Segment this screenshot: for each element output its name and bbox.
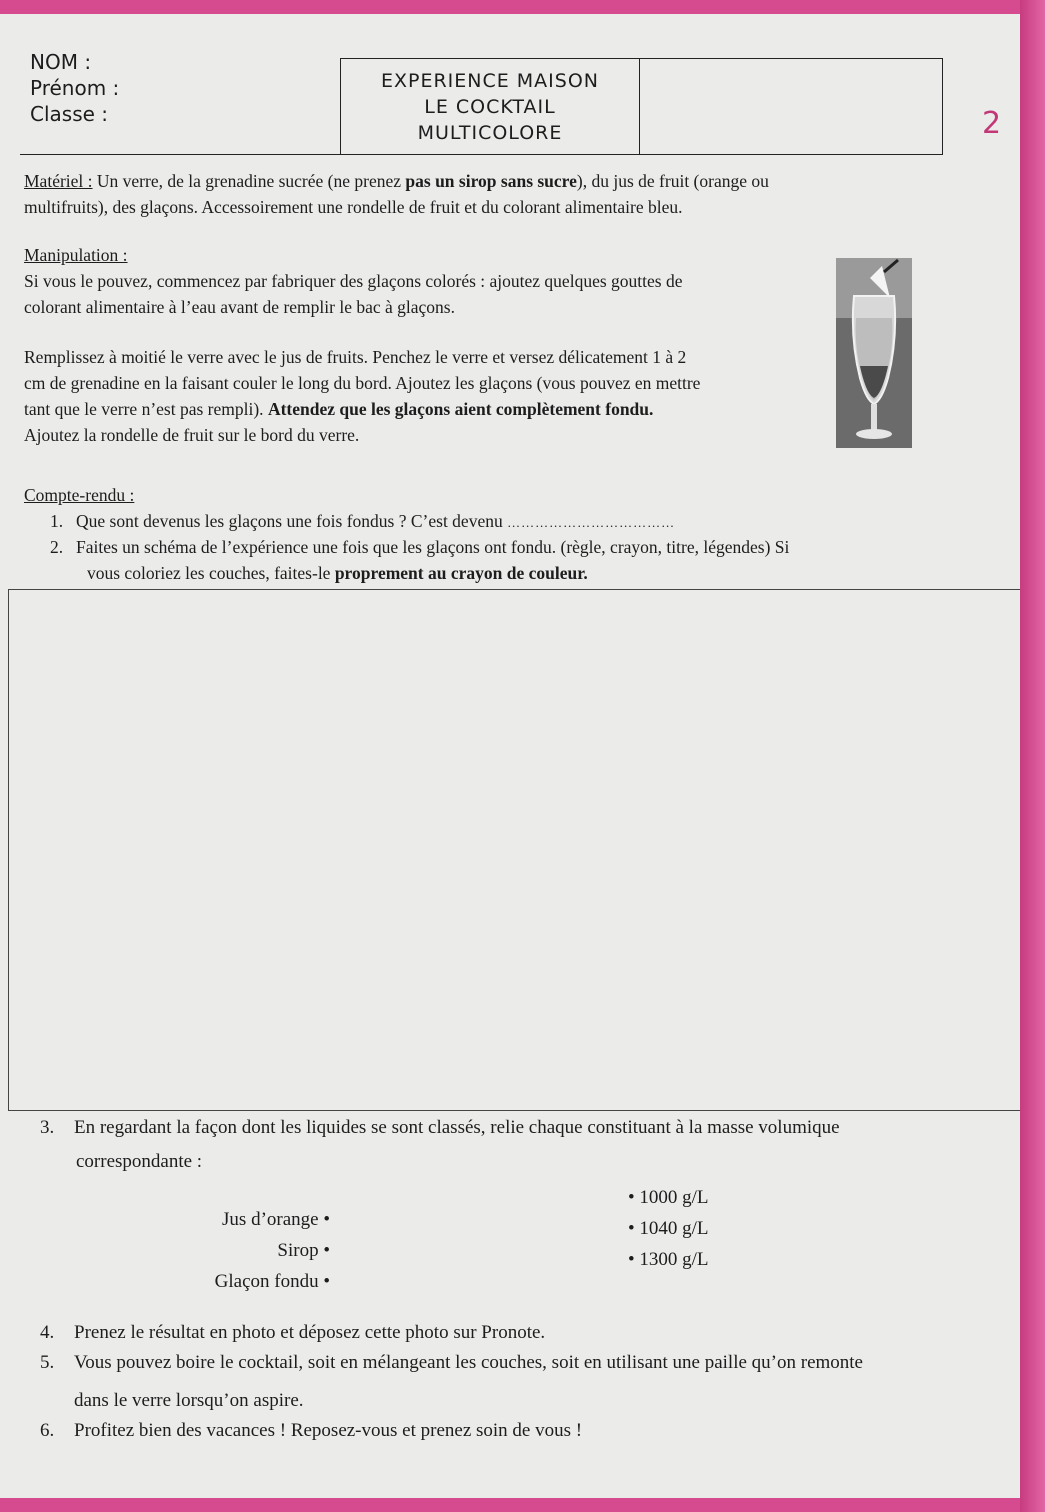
materiel-paragraph: Matériel : Un verre, de la grenadine sucrée (ne prenez pas un sirop sans sucre), du jus de fruit (orange ou multifruits), des glaçons. Accessoirement une rondelle de fruit et du colorant alimentaire bleu. [24, 168, 1014, 220]
student-info-cell [20, 50, 341, 154]
constituent-glacon-fondu[interactable]: Glaçon fondu • [214, 1271, 330, 1292]
grade-cell [640, 58, 942, 155]
density-1040[interactable]: • 1040 g/L [628, 1218, 709, 1239]
question-6: 6. Profitez bien des vacances ! Reposez-vous et prenez soin de vous ! [40, 1420, 583, 1441]
densities-list [628, 1182, 709, 1275]
header-table [20, 50, 943, 155]
materiel-label: Matériel : [24, 171, 93, 191]
handwritten-grade: 2 [982, 106, 1002, 141]
schema-drawing-area[interactable] [8, 589, 1020, 1111]
title-line-1: EXPERIENCE MAISON [380, 70, 600, 92]
nom-label: NOM : [30, 50, 92, 74]
title-line-2: LE COCKTAIL [424, 96, 556, 118]
manipulation-label: Manipulation : [24, 245, 128, 265]
title-line-3: MULTICOLORE [417, 122, 563, 144]
density-1000[interactable]: • 1000 g/L [628, 1187, 709, 1208]
question-4: 4. Prenez le résultat en photo et déposez cette photo sur Pronote. [40, 1322, 546, 1343]
question-2: 2. Faites un schéma de l’expérience une fois que les glaçons ont fondu. (règle, crayon, titre, légendes) Si vous coloriez les couches, faites-le proprement au crayon de couleur. [50, 537, 790, 583]
density-1300[interactable]: • 1300 g/L [628, 1249, 709, 1270]
constituents-list [215, 1204, 330, 1297]
title-cell [341, 58, 640, 155]
materiel-line-2: multifruits), des glaçons. Accessoirement une rondelle de fruit et du colorant alimentaire bleu. [24, 197, 683, 217]
question-3: 3. En regardant la façon dont les liquides se sont classés, relie chaque constituant à la masse volumique correspondante : [40, 1117, 840, 1172]
constituent-sirop[interactable]: Sirop • [277, 1240, 330, 1261]
cocktail-glass-icon [836, 258, 912, 448]
manipulation-steps: Remplissez à moitié le verre avec le jus de fruits. Penchez le verre et versez délicatement 1 à 2 cm de grenadine en la faisant couler le long du bord. Ajoutez les glaçons (vous pouvez en mettre tant que le verre n’est pas rempli). Attendez que les glaçons aient complètement fondu. Ajoutez la rondelle de fruit sur le bord du verre. [24, 347, 701, 445]
worksheet-page [0, 14, 1020, 1498]
questions-4-to-6: 4. Prenez le résultat en photo et déposez cette photo sur Pronote. 5. Vous pouvez boire le cocktail, soit en mélangeant les couches, soit en utilisant une paille qu’on remonte dans le verre lorsqu’on aspire. 6. Profitez bien des vacances ! Reposez-vous et prenez soin de vous ! [40, 1318, 1016, 1446]
classe-label: Classe : [30, 102, 109, 126]
cocktail-photo [836, 258, 912, 448]
prenom-label: Prénom : [30, 76, 120, 100]
question-1: 1. Que sont devenus les glaçons une fois fondus ? C’est devenu ……………………………… [50, 511, 676, 531]
compte-rendu-label: Compte-rendu : [24, 485, 135, 505]
binder-edge [1020, 0, 1045, 1512]
question-5: 5. Vous pouvez boire le cocktail, soit en mélangeant les couches, soit en utilisant une paille qu’on remonte [40, 1352, 863, 1373]
constituent-jus-orange[interactable]: Jus d’orange • [222, 1209, 330, 1230]
manipulation-intro: Si vous le pouvez, commencez par fabriquer des glaçons colorés : ajoutez quelques gouttes de colorant alimentaire à l’eau avant de remplir le bac à glaçons. [24, 271, 683, 317]
answer-dotted-line[interactable]: ……………………………… [507, 515, 676, 530]
